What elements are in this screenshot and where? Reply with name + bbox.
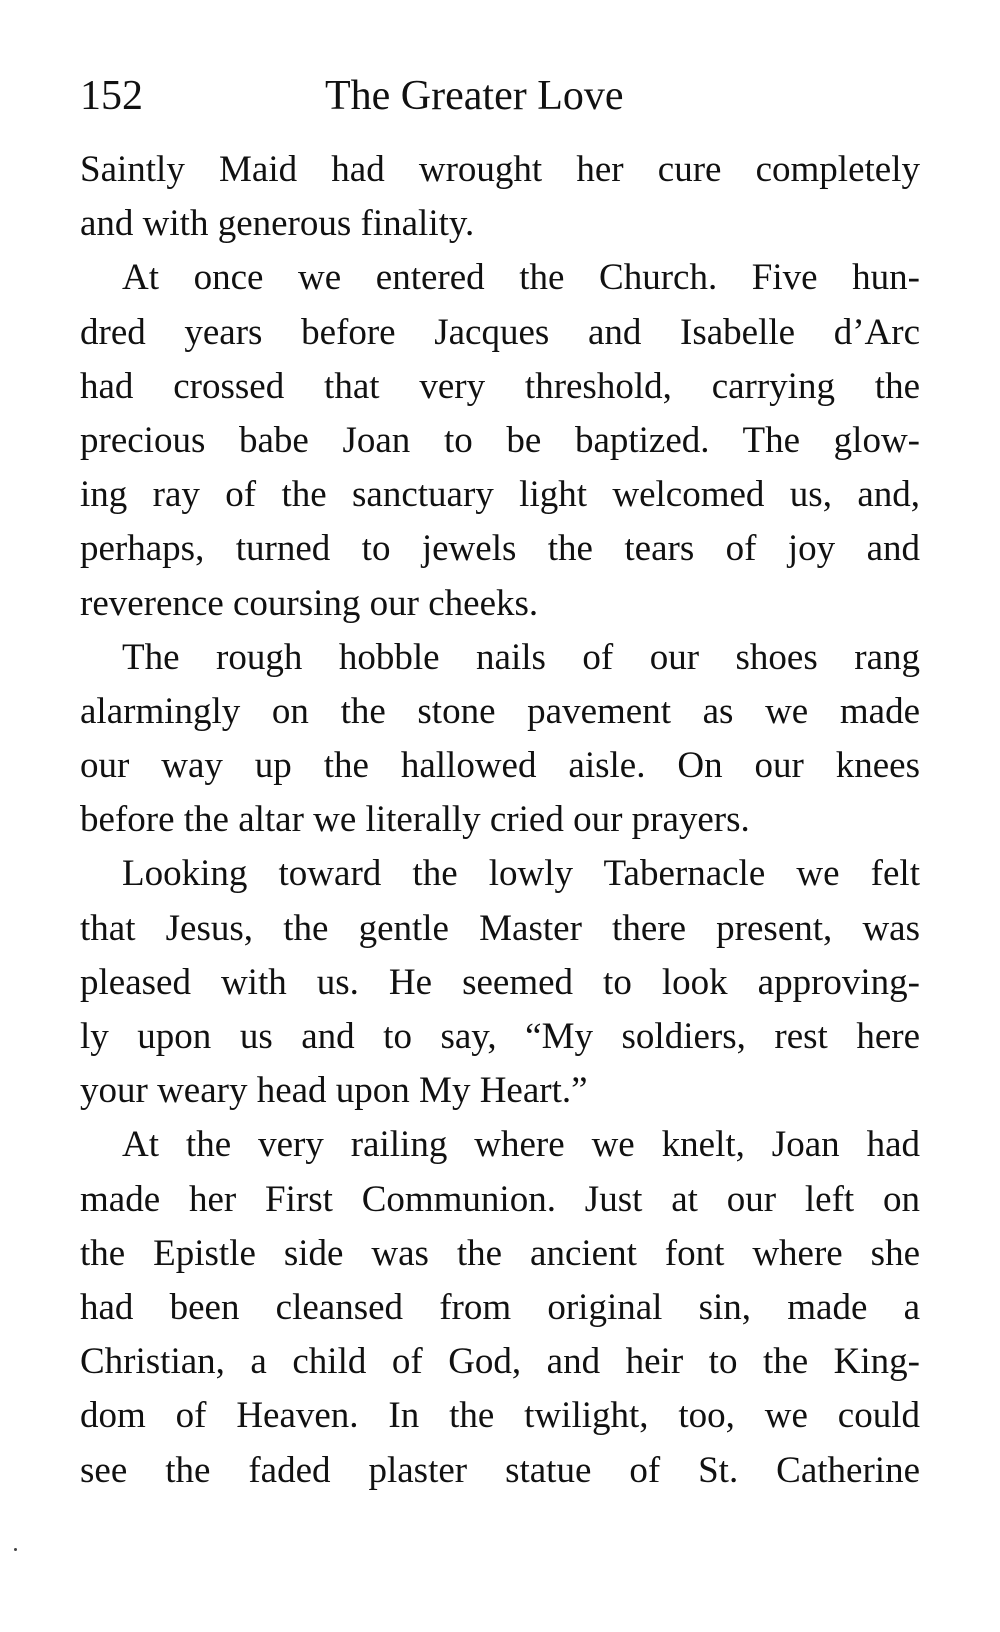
text-line: pleased with us. He seemed to look approving- [80, 961, 920, 1003]
text-line: made her First Communion. Just at our left on [80, 1178, 920, 1220]
text-line: reverence coursing our cheeks. [80, 582, 539, 624]
print-speck [14, 1548, 17, 1551]
text-line: At once we entered the Church. Five hun- [122, 257, 920, 299]
text-line: your weary head upon My Heart.” [80, 1070, 588, 1112]
text-line: see the faded plaster statue of St. Catherine [80, 1449, 920, 1491]
text-line: had been cleansed from original sin, made a [80, 1286, 920, 1328]
text-line: Looking toward the lowly Tabernacle we felt [122, 853, 920, 895]
text-line: the Epistle side was the ancient font where she [80, 1232, 920, 1274]
text-line: that Jesus, the gentle Master there present, was [80, 907, 920, 949]
text-line: perhaps, turned to jewels the tears of joy and [80, 528, 920, 570]
text-line: had crossed that very threshold, carrying the [80, 365, 920, 407]
text-line: dom of Heaven. In the twilight, too, we could [80, 1395, 920, 1437]
text-line: our way up the hallowed aisle. On our knees [80, 745, 920, 787]
text-line: At the very railing where we knelt, Joan had [122, 1124, 920, 1166]
text-line: before the altar we literally cried our prayers. [80, 799, 750, 841]
text-line: precious babe Joan to be baptized. The glow- [80, 419, 920, 461]
text-line: dred years before Jacques and Isabelle d’Arc [80, 311, 920, 353]
text-line: Christian, a child of God, and heir to the King- [80, 1341, 920, 1383]
running-header [80, 66, 920, 126]
text-line: ly upon us and to say, “My soldiers, rest here [80, 1016, 920, 1057]
text-line: The rough hobble nails of our shoes rang [122, 636, 920, 678]
book-title: The Greater Love [325, 73, 624, 119]
text-line: and with generous finality. [80, 203, 475, 245]
text-line: ing ray of the sanctuary light welcomed us, and, [80, 474, 920, 516]
text-line: alarmingly on the stone pavement as we made [80, 690, 920, 732]
body-text [80, 143, 920, 1498]
page-number: 152 [80, 73, 143, 119]
text-line: Saintly Maid had wrought her cure completely [80, 149, 920, 190]
